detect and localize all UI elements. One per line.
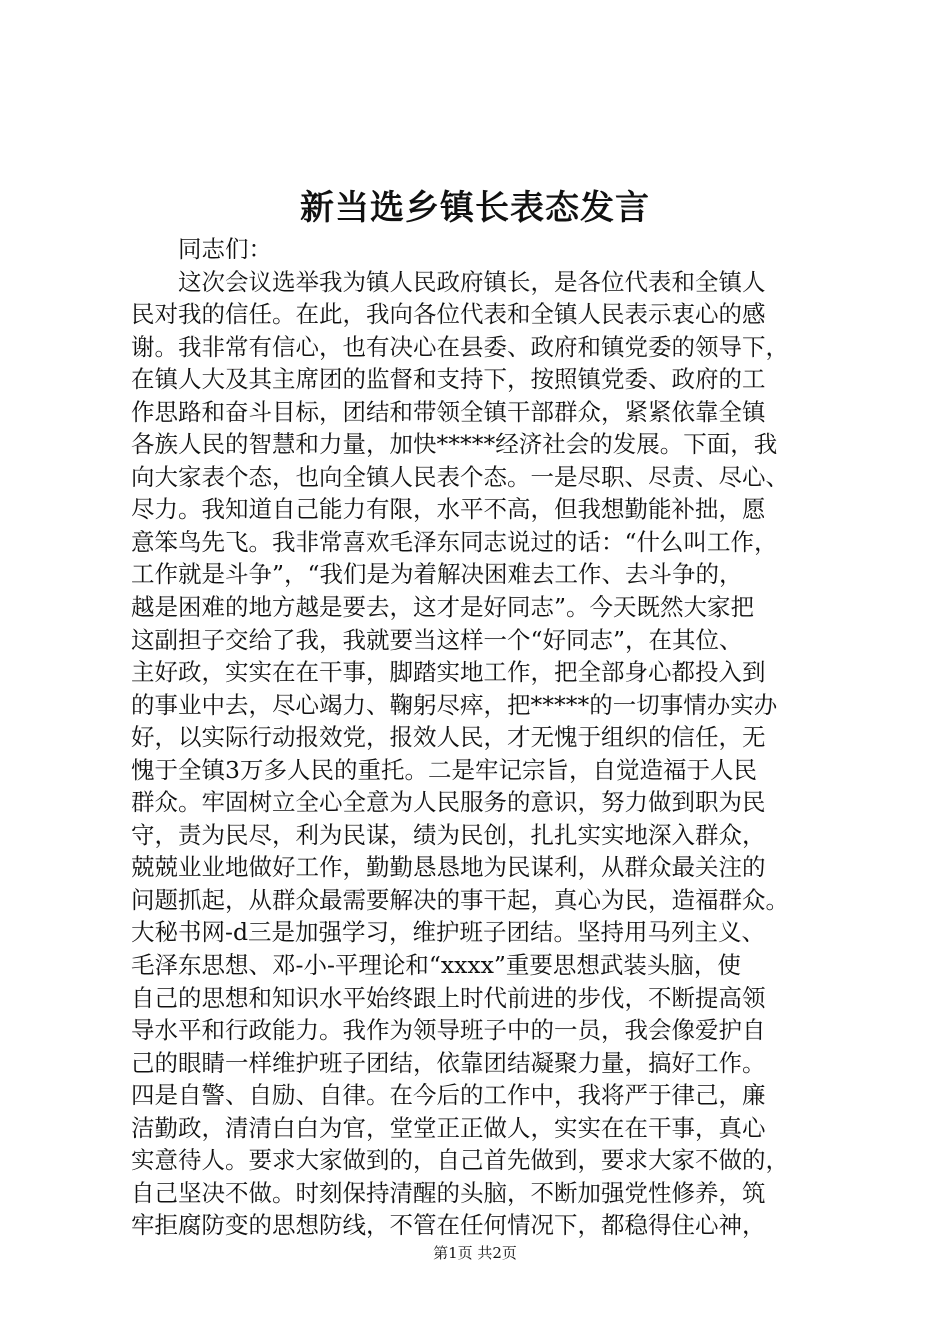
body-line: 己的眼睛一样维护班子团结，依靠团结凝聚力量，搞好工作。 xyxy=(131,1048,766,1077)
document-body xyxy=(131,233,831,1242)
body-line: 各族人民的智慧和力量，加快*****经济社会的发展。下面，我 xyxy=(131,430,778,459)
salutation: 同志们： xyxy=(178,235,272,263)
body-line: 兢兢业业地做好工作，勤勤恳恳地为民谋利，从群众最关注的 xyxy=(131,853,766,882)
body-line: 洁勤政，清清白白为官，堂堂正正做人，实实在在干事，真心 xyxy=(131,1113,766,1142)
body-line: 自己坚决不做。时刻保持清醒的头脑，不断加强党性修养，筑 xyxy=(131,1178,766,1207)
body-line: 自己的思想和知识水平始终跟上时代前进的步伐，不断提高领 xyxy=(131,983,766,1012)
body-line: 问题抓起，从群众最需要解决的事干起，真心为民，造福群众。 xyxy=(131,885,789,914)
body-line: 在镇人大及其主席团的监督和支持下，按照镇党委、政府的工 xyxy=(131,365,766,394)
body-line: 意笨鸟先飞。我非常喜欢毛泽东同志说过的话：“什么叫工作， xyxy=(131,527,778,556)
body-line: 大秘书网-d三是加强学习，维护班子团结。坚持用马列主义、 xyxy=(131,918,765,947)
body-line: 主好政，实实在在干事，脚踏实地工作，把全部身心都投入到 xyxy=(131,658,766,687)
body-line: 好，以实际行动报效党，报效人民，才无愧于组织的信任，无 xyxy=(131,723,766,752)
page-footer: 第1页 共2页 xyxy=(433,1244,517,1262)
body-line: 作思路和奋斗目标，团结和带领全镇干部群众，紧紧依靠全镇 xyxy=(131,397,766,426)
body-line: 民对我的信任。在此，我向各位代表和全镇人民表示衷心的感 xyxy=(131,300,766,329)
body-line: 四是自警、自励、自律。在今后的工作中，我将严于律己，廉 xyxy=(131,1081,766,1110)
body-line: 守，责为民尽，利为民谋，绩为民创，扎扎实实地深入群众， xyxy=(131,820,766,849)
body-line: 尽力。我知道自己能力有限，水平不高，但我想勤能补拙，愿 xyxy=(131,495,766,524)
body-line: 愧于全镇3万多人民的重托。二是牢记宗旨，自觉造福于人民 xyxy=(131,755,757,784)
body-line: 毛泽东思想、邓-小-平理论和“xxxx”重要思想武装头脑，使 xyxy=(131,951,741,980)
body-line: 工作就是斗争”，“我们是为着解决困难去工作、去斗争的， xyxy=(131,560,743,589)
document-title: 新当选乡镇长表态发言 xyxy=(300,188,650,228)
body-line: 这副担子交给了我，我就要当这样一个“好同志”，在其位、 xyxy=(131,625,743,654)
body-line: 谢。我非常有信心，也有决心在县委、政府和镇党委的领导下， xyxy=(131,332,789,361)
body-line: 越是困难的地方越是要去，这才是好同志”。今天既然大家把 xyxy=(131,593,755,622)
body-line: 这次会议选举我为镇人民政府镇长，是各位代表和全镇人 xyxy=(178,267,766,296)
body-line: 导水平和行政能力。我作为领导班子中的一员，我会像爱护自 xyxy=(131,1016,766,1045)
body-line: 的事业中去，尽心竭力、鞠躬尽瘁，把*****的一切事情办实办 xyxy=(131,690,778,719)
body-line: 实意待人。要求大家做到的，自己首先做到，要求大家不做的， xyxy=(131,1146,789,1175)
body-line: 牢拒腐防变的思想防线，不管在任何情况下，都稳得住心神， xyxy=(131,1211,766,1240)
body-line: 向大家表个态，也向全镇人民表个态。一是尽职、尽责、尽心、 xyxy=(131,462,789,491)
body-line: 群众。牢固树立全心全意为人民服务的意识，努力做到职为民 xyxy=(131,788,766,817)
